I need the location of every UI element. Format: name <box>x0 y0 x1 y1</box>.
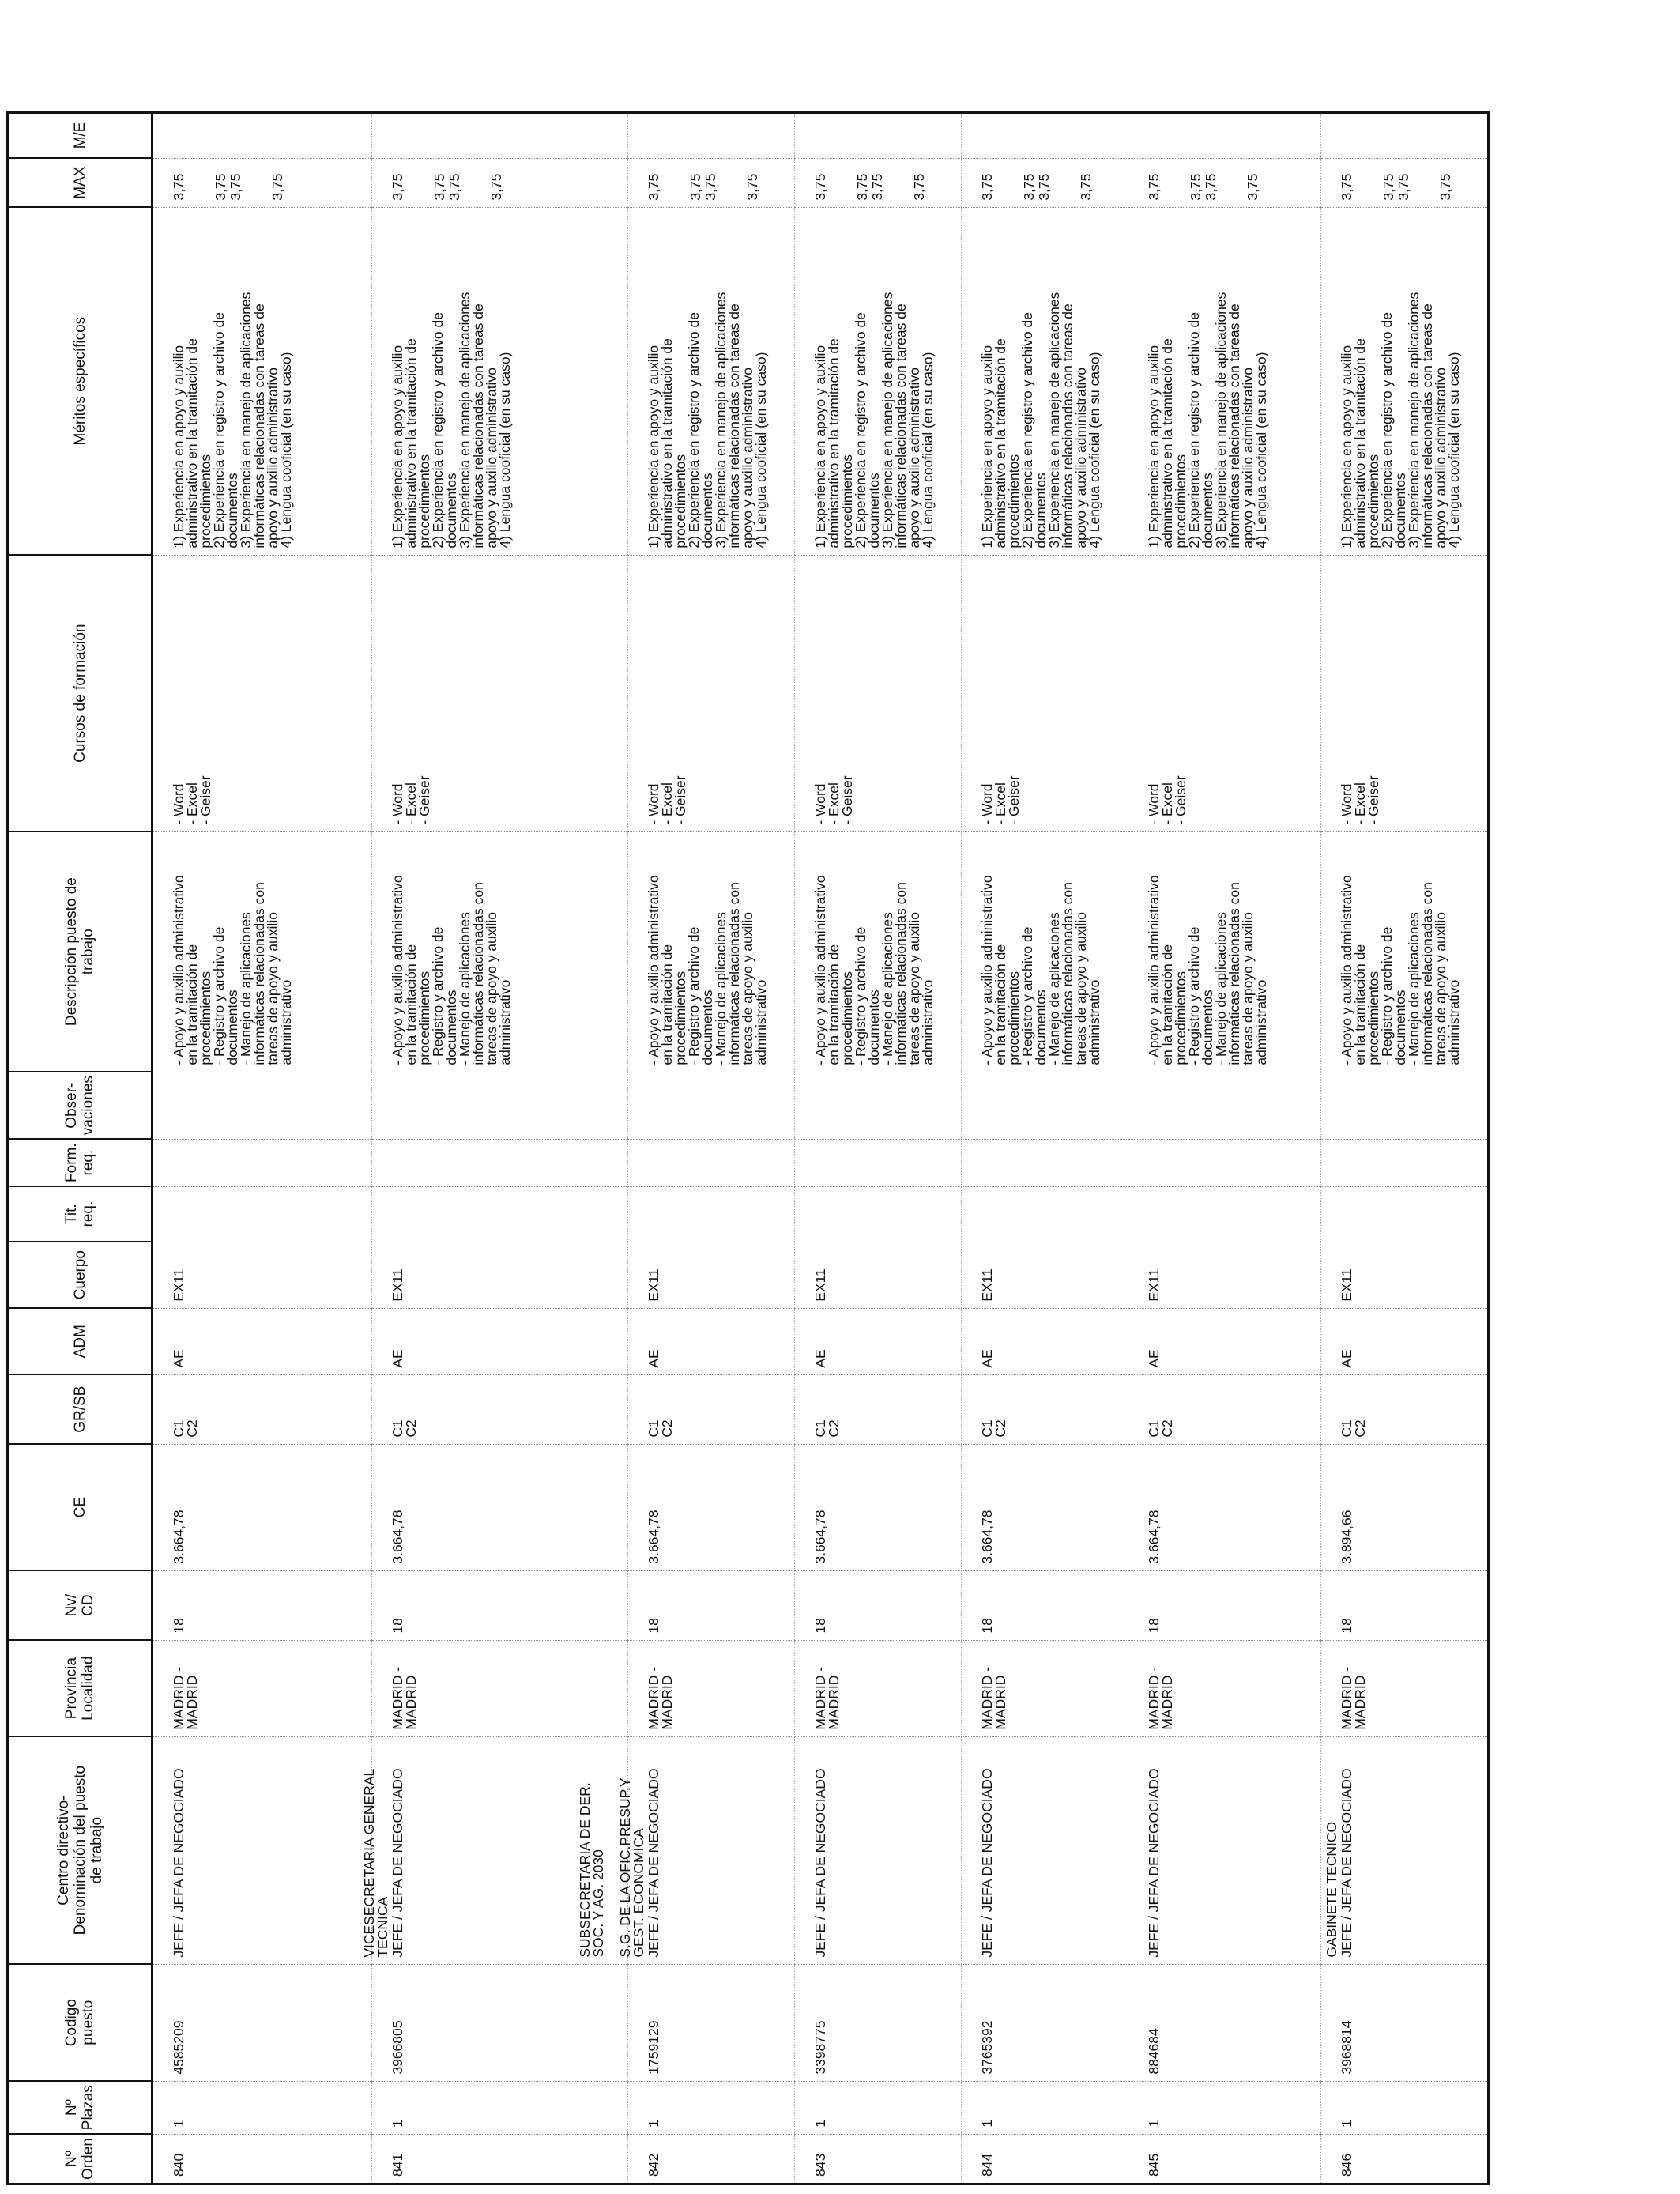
grupo-cell: C1 C2 <box>153 1374 372 1444</box>
header-descripcion: Descripción puesto de trabajo <box>8 831 153 1072</box>
header-formacion: Form. req. <box>8 1139 153 1186</box>
max-cell <box>628 158 795 207</box>
header-row <box>8 112 153 2184</box>
header-me: M/E <box>8 112 153 158</box>
provincia-cell: MADRID - MADRID <box>153 1640 372 1736</box>
observaciones-cell <box>1321 1072 1489 1139</box>
cuerpo-cell: EX11 <box>153 1242 372 1308</box>
provincia-cell: MADRID - MADRID <box>1128 1640 1321 1736</box>
ce-cell: 3.664,78 <box>962 1444 1128 1570</box>
max-value: 3,75 <box>213 173 228 201</box>
meritos-cell: 1) Experiencia en apoyo y auxilio administrativo en la tramitación de procedimientos 2) Experiencia en registro y archivo de documentos 3) Experiencia en manejo de aplicaciones informáticas relacionadas con tareas de apoyo y auxilio administrativo 4) Lengua cooficial (en su caso) <box>1128 207 1321 555</box>
cursos-cell: - Word - Excel - Geiser <box>372 555 628 831</box>
centro-cell <box>795 1736 962 1964</box>
denominacion: JEFE / JEFA DE NEGOCIADO <box>1339 1768 1354 1958</box>
nivel-cell: 18 <box>962 1570 1128 1640</box>
me-cell <box>372 112 628 158</box>
titulacion-cell <box>1321 1186 1489 1242</box>
max-value: 3,75 <box>269 173 285 201</box>
max-value: 3,75 <box>1146 173 1162 201</box>
header-max: MAX <box>8 158 153 207</box>
descripcion-cell: - Apoyo y auxilio administrativo en la tramitación de procedimientos - Registro y archivo de documentos - Manejo de aplicaciones informáticas relacionadas con tareas de apoyo y auxilio administrativo <box>1128 831 1321 1072</box>
ce-cell: 3.664,78 <box>1128 1444 1321 1570</box>
cuerpo-cell: EX11 <box>1128 1242 1321 1308</box>
grupo-cell: C1 C2 <box>1321 1374 1489 1444</box>
ce-cell: 3.664,78 <box>795 1444 962 1570</box>
header-codigo: Codigo puesto <box>8 1964 153 2081</box>
max-value: 3,75 <box>1203 173 1219 201</box>
adm-cell: AE <box>1321 1308 1489 1374</box>
header-cursos: Cursos de formación <box>8 555 153 831</box>
max-value: 3,75 <box>1437 173 1453 201</box>
descripcion-cell: - Apoyo y auxilio administrativo en la tramitación de procedimientos - Registro y archivo de documentos - Manejo de aplicaciones informáticas relacionadas con tareas de apoyo y auxilio administrativo <box>153 831 372 1072</box>
table-row <box>1128 112 1321 2184</box>
cuerpo-cell: EX11 <box>962 1242 1128 1308</box>
header-adm: ADM <box>8 1308 153 1374</box>
header-provincia: Provincia Localidad <box>8 1640 153 1736</box>
codigo-cell: 884684 <box>1128 1964 1321 2081</box>
provincia-cell: MADRID - MADRID <box>795 1640 962 1736</box>
max-value: 3,75 <box>488 173 504 201</box>
observaciones-cell <box>1128 1072 1321 1139</box>
codigo-cell: 1759129 <box>628 1964 795 2081</box>
ce-cell: 3.894,66 <box>1321 1444 1489 1570</box>
max-value: 3,75 <box>1036 173 1052 201</box>
observaciones-cell <box>795 1072 962 1139</box>
plazas-cell: 1 <box>372 2081 628 2134</box>
adm-cell: AE <box>1128 1308 1321 1374</box>
max-value: 3,75 <box>1339 173 1354 201</box>
formacion-cell <box>628 1139 795 1186</box>
max-value: 3,75 <box>703 173 718 201</box>
denominacion: JEFE / JEFA DE NEGOCIADO <box>979 1768 995 1958</box>
nivel-cell: 18 <box>372 1570 628 1640</box>
adm-cell: AE <box>628 1308 795 1374</box>
centro-cell <box>577 1736 795 1964</box>
titulacion-cell <box>628 1186 795 1242</box>
centro-cell <box>962 1736 1128 1964</box>
plazas-cell: 1 <box>1321 2081 1489 2134</box>
max-cell <box>795 158 962 207</box>
denominacion: JEFE / JEFA DE NEGOCIADO <box>390 1768 405 1958</box>
orden-cell: 845 <box>1128 2134 1321 2184</box>
meritos-cell: 1) Experiencia en apoyo y auxilio administrativo en la tramitación de procedimientos 2) Experiencia en registro y archivo de documentos 3) Experiencia en manejo de aplicaciones informáticas relacionadas con tareas de apoyo y auxilio administrativo 4) Lengua cooficial (en su caso) <box>795 207 962 555</box>
max-value: 3,75 <box>1021 173 1037 201</box>
cursos-cell: - Word - Excel - Geiser <box>1321 555 1489 831</box>
me-cell <box>1321 112 1489 158</box>
max-value: 3,75 <box>869 173 885 201</box>
centro-cell <box>1128 1736 1321 1964</box>
max-cell <box>962 158 1128 207</box>
adm-cell: AE <box>962 1308 1128 1374</box>
cursos-cell: - Word - Excel - Geiser <box>628 555 795 831</box>
header-ce: CE <box>8 1444 153 1570</box>
max-value: 3,75 <box>446 173 462 201</box>
max-value: 3,75 <box>646 173 661 201</box>
cuerpo-cell: EX11 <box>372 1242 628 1308</box>
grupo-cell: C1 C2 <box>372 1374 628 1444</box>
max-cell <box>372 158 628 207</box>
me-cell <box>795 112 962 158</box>
nivel-cell: 18 <box>628 1570 795 1640</box>
header-observaciones: Obser- vaciones <box>8 1072 153 1139</box>
max-value: 3,75 <box>171 173 186 201</box>
titulacion-cell <box>962 1186 1128 1242</box>
provincia-cell: MADRID - MADRID <box>1321 1640 1489 1736</box>
adm-cell: AE <box>153 1308 372 1374</box>
ce-cell: 3.664,78 <box>372 1444 628 1570</box>
meritos-cell: 1) Experiencia en apoyo y auxilio administrativo en la tramitación de procedimientos 2) Experiencia en registro y archivo de documentos 3) Experiencia en manejo de aplicaciones informáticas relacionadas con tareas de apoyo y auxilio administrativo 4) Lengua cooficial (en su caso) <box>1321 207 1489 555</box>
denominacion: JEFE / JEFA DE NEGOCIADO <box>646 1768 661 1958</box>
codigo-cell: 3968814 <box>1321 1964 1489 2081</box>
observaciones-cell <box>628 1072 795 1139</box>
orden-cell: 846 <box>1321 2134 1489 2184</box>
cursos-cell: - Word - Excel - Geiser <box>962 555 1128 831</box>
adm-cell: AE <box>795 1308 962 1374</box>
header-titulacion: Tit. req. <box>8 1186 153 1242</box>
titulacion-cell <box>372 1186 628 1242</box>
me-cell <box>962 112 1128 158</box>
max-value: 3,75 <box>687 173 703 201</box>
centro-directivo: VICESECRETARIA GENERAL TECNICA <box>361 1768 390 1958</box>
observaciones-cell <box>962 1072 1128 1139</box>
table-row <box>1321 112 1489 2184</box>
meritos-cell: 1) Experiencia en apoyo y auxilio administrativo en la tramitación de procedimientos 2) Experiencia en registro y archivo de documentos 3) Experiencia en manejo de aplicaciones informáticas relacionadas con tareas de apoyo y auxilio administrativo 4) Lengua cooficial (en su caso) <box>153 207 372 555</box>
plazas-cell: 1 <box>962 2081 1128 2134</box>
plazas-cell: 1 <box>153 2081 372 2134</box>
nivel-cell: 18 <box>795 1570 962 1640</box>
provincia-cell: MADRID - MADRID <box>962 1640 1128 1736</box>
max-value: 3,75 <box>1381 173 1396 201</box>
observaciones-cell <box>153 1072 372 1139</box>
cursos-cell: - Word - Excel - Geiser <box>1128 555 1321 831</box>
max-value: 3,75 <box>744 173 760 201</box>
nivel-cell: 18 <box>1321 1570 1489 1640</box>
denominacion: JEFE / JEFA DE NEGOCIADO <box>171 1768 186 1958</box>
header-cuerpo: Cuerpo <box>8 1242 153 1308</box>
formacion-cell <box>795 1139 962 1186</box>
formacion-cell <box>962 1139 1128 1186</box>
formacion-cell <box>1128 1139 1321 1186</box>
me-cell <box>153 112 372 158</box>
max-value: 3,75 <box>979 173 995 201</box>
codigo-cell: 3966805 <box>372 1964 628 2081</box>
centro-cell <box>1321 1736 1489 1964</box>
descripcion-cell: - Apoyo y auxilio administrativo en la tramitación de procedimientos - Registro y archivo de documentos - Manejo de aplicaciones informáticas relacionadas con tareas de apoyo y auxilio administrativo <box>962 831 1128 1072</box>
table-row <box>795 112 962 2184</box>
header-orden: Nº Orden <box>8 2134 153 2184</box>
centro-directivo: GABINETE TECNICO <box>1324 1821 1339 1958</box>
centro-cell <box>153 1736 372 1964</box>
meritos-cell: 1) Experiencia en apoyo y auxilio administrativo en la tramitación de procedimientos 2) Experiencia en registro y archivo de documentos 3) Experiencia en manejo de aplicaciones informáticas relacionadas con tareas de apoyo y auxilio administrativo 4) Lengua cooficial (en su caso) <box>628 207 795 555</box>
cursos-cell: - Word - Excel - Geiser <box>153 555 372 831</box>
max-value: 3,75 <box>911 173 927 201</box>
nivel-cell: 18 <box>153 1570 372 1640</box>
cuerpo-cell: EX11 <box>795 1242 962 1308</box>
titulacion-cell <box>795 1186 962 1242</box>
max-value: 3,75 <box>812 173 828 201</box>
max-value: 3,75 <box>228 173 243 201</box>
centro-directivo: SUBSECRETARIA DE DER. SOC. Y AG. 2030 S.G. DE LA OFIC.PRESUP.Y GEST. ECONOMICA <box>577 1777 646 1958</box>
header-centro: Centro directivo- Denominación del puesto de trabajo <box>8 1736 153 1964</box>
plazas-cell: 1 <box>628 2081 795 2134</box>
meritos-cell: 1) Experiencia en apoyo y auxilio administrativo en la tramitación de procedimientos 2) Experiencia en registro y archivo de documentos 3) Experiencia en manejo de aplicaciones informáticas relacionadas con tareas de apoyo y auxilio administrativo 4) Lengua cooficial (en su caso) <box>372 207 628 555</box>
orden-cell: 844 <box>962 2134 1128 2184</box>
grupo-cell: C1 C2 <box>962 1374 1128 1444</box>
nivel-cell: 18 <box>1128 1570 1321 1640</box>
orden-cell: 840 <box>153 2134 372 2184</box>
grupo-cell: C1 C2 <box>795 1374 962 1444</box>
max-value: 3,75 <box>1188 173 1203 201</box>
max-value: 3,75 <box>1396 173 1411 201</box>
provincia-cell: MADRID - MADRID <box>372 1640 628 1736</box>
grupo-cell: C1 C2 <box>1128 1374 1321 1444</box>
codigo-cell: 3765392 <box>962 1964 1128 2081</box>
cuerpo-cell: EX11 <box>628 1242 795 1308</box>
header-plazas: Nº Plazas <box>8 2081 153 2134</box>
max-value: 3,75 <box>431 173 447 201</box>
observaciones-cell <box>372 1072 628 1139</box>
provincia-cell: MADRID - MADRID <box>628 1640 795 1736</box>
formacion-cell <box>1321 1139 1489 1186</box>
orden-cell: 843 <box>795 2134 962 2184</box>
max-cell <box>1128 158 1321 207</box>
cuerpo-cell: EX11 <box>1321 1242 1489 1308</box>
header-nivel: Nv/ CD <box>8 1570 153 1640</box>
max-value: 3,75 <box>854 173 870 201</box>
cursos-cell: - Word - Excel - Geiser <box>795 555 962 831</box>
max-cell <box>1321 158 1489 207</box>
titulacion-cell <box>1128 1186 1321 1242</box>
positions-table <box>6 111 1490 2185</box>
orden-cell: 842 <box>628 2134 795 2184</box>
formacion-cell <box>372 1139 628 1186</box>
descripcion-cell: - Apoyo y auxilio administrativo en la tramitación de procedimientos - Registro y archivo de documentos - Manejo de aplicaciones informáticas relacionadas con tareas de apoyo y auxilio administrativo <box>1321 831 1489 1072</box>
table-row <box>962 112 1128 2184</box>
adm-cell: AE <box>372 1308 628 1374</box>
denominacion: JEFE / JEFA DE NEGOCIADO <box>1146 1768 1162 1958</box>
table-row <box>628 112 795 2184</box>
grupo-cell: C1 C2 <box>628 1374 795 1444</box>
plazas-cell: 1 <box>1128 2081 1321 2134</box>
max-cell <box>153 158 372 207</box>
header-meritos: Méritos específicos <box>8 207 153 555</box>
me-cell <box>628 112 795 158</box>
table-row <box>153 112 372 2184</box>
formacion-cell <box>153 1139 372 1186</box>
max-value: 3,75 <box>1078 173 1094 201</box>
max-value: 3,75 <box>390 173 405 201</box>
denominacion: JEFE / JEFA DE NEGOCIADO <box>812 1768 828 1958</box>
ce-cell: 3.664,78 <box>153 1444 372 1570</box>
orden-cell: 841 <box>372 2134 628 2184</box>
plazas-cell: 1 <box>795 2081 962 2134</box>
descripcion-cell: - Apoyo y auxilio administrativo en la tramitación de procedimientos - Registro y archivo de documentos - Manejo de aplicaciones informáticas relacionadas con tareas de apoyo y auxilio administrativo <box>628 831 795 1072</box>
meritos-cell: 1) Experiencia en apoyo y auxilio administrativo en la tramitación de procedimientos 2) Experiencia en registro y archivo de documentos 3) Experiencia en manejo de aplicaciones informáticas relacionadas con tareas de apoyo y auxilio administrativo 4) Lengua cooficial (en su caso) <box>962 207 1128 555</box>
descripcion-cell: - Apoyo y auxilio administrativo en la tramitación de procedimientos - Registro y archivo de documentos - Manejo de aplicaciones informáticas relacionadas con tareas de apoyo y auxilio administrativo <box>795 831 962 1072</box>
ce-cell: 3.664,78 <box>628 1444 795 1570</box>
titulacion-cell <box>153 1186 372 1242</box>
descripcion-cell: - Apoyo y auxilio administrativo en la tramitación de procedimientos - Registro y archivo de documentos - Manejo de aplicaciones informáticas relacionadas con tareas de apoyo y auxilio administrativo <box>372 831 628 1072</box>
me-cell <box>1128 112 1321 158</box>
header-grupo: GR/SB <box>8 1374 153 1444</box>
max-value: 3,75 <box>1245 173 1260 201</box>
codigo-cell: 4585209 <box>153 1964 372 2081</box>
codigo-cell: 3398775 <box>795 1964 962 2081</box>
